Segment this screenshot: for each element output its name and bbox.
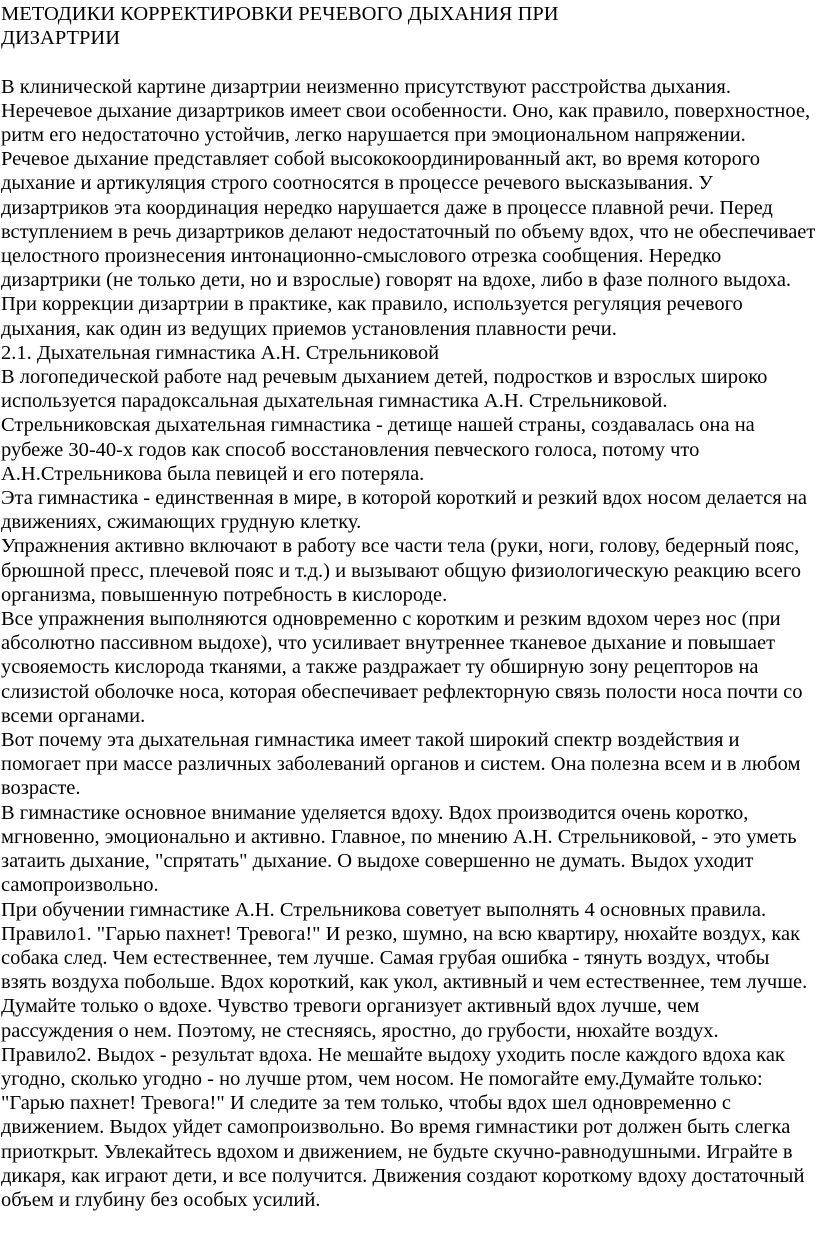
title-line-2: ДИЗАРТРИИ [1, 27, 121, 50]
paragraph-rule-2: Правило2. Выдох - результат вдоха. Не мешайте выдоху уходить после каждого вдоха как угодно, сколько угодно - но лучше ртом, чем носом. Не помогайте ему.Думайте только: "Гарью пахнет! Тревога!" И следите за тем только, чтобы вдох шел одновременно с движением. Выдох уйдет самопроизвольно. Во время гимнастики рот должен быть слегка приоткрыт. Увлекайтесь вдохом и движением, не будьте скучно-равнодушными. Играйте в дикаря, как играют дети, и все получится. Движения создают короткому вдоху достаточный объем и глубину без особых усилий. [1, 1043, 805, 1211]
paragraph-uniqueness: Эта гимнастика - единственная в мире, в которой короткий и резкий вдох носом делается на движениях, сжимающих грудную клетку. [1, 487, 807, 534]
paragraph-logopedic-work: В логопедической работе над речевым дыханием детей, подростков и взрослых широко используется парадоксальная дыхательная гимнастика А.Н. Стрельниковой. [1, 366, 768, 413]
section-heading: 2.1. Дыхательная гимнастика А.Н. Стрельниковой [1, 341, 440, 364]
title-line-1: МЕТОДИКИ КОРРЕКТИРОВКИ РЕЧЕВОГО ДЫХАНИЯ ПРИ [1, 3, 559, 25]
blank-line [1, 50, 816, 74]
document-title [1, 2, 816, 50]
paragraph-history: Стрельниковская дыхательная гимнастика - детище нашей страны, создавалась она на рубеже 30-40-х годов как способ восстановления певческого голоса, потому что А.Н.Стрельникова была певицей и его потеряла. [1, 414, 755, 485]
paragraph-exercises: Упражнения активно включают в работу все части тела (руки, ноги, голову, бедерный пояс, брюшной пресс, плечевой пояс и т.д.) и вызывают общую физиологическую реакцию всего организма, повышенную потребность в кислороде. [1, 535, 802, 606]
paragraph-correction: При коррекции дизартрии в практике, как правило, используется регуляция речевого дыхания, как один из ведущих приемов установления плавности речи. [1, 293, 743, 340]
document-page [0, 2, 816, 1256]
paragraph-inhale-effect: Все упражнения выполняются одновременно с коротким и резким вдохом через нос (при абсолютно пассивном выдохе), что усиливает внутреннее тканевое дыхание и повышает усвояемость кислорода тканями, а также раздражает ту обширную зону рецепторов на слизистой оболочке носа, которая обеспечивает рефлекторную связь полости носа почти со всеми органами. [1, 608, 803, 727]
paragraph-speech-breathing: Речевое дыхание представляет собой высококоординированный акт, во время которого дыхание и артикуляция строго соотносятся в процессе речевого высказывания. У дизартриков эта координация нередко нарушается даже в процессе плавной речи. Перед вступлением в речь дизартриков делают недостаточный по объему вдох, что не обеспечивает целостного произнесения интонационно-смыслового отрезка сообщения. Нередко дизартрики (не только дети, но и взрослые) говорят на вдохе, либо в фазе полного выдоха. [1, 148, 816, 292]
paragraph-spectrum: Вот почему эта дыхательная гимнастика имеет такой широкий спектр воздействия и помогает при массе различных заболеваний органов и систем. Она полезна всем и в любом возрасте. [1, 729, 801, 800]
paragraph-intro: В клинической картине дизартрии неизменно присутствуют расстройства дыхания. Неречевое дыхание дизартриков имеет свои особенности. Оно, как правило, поверхностное, ритм его недостаточно устойчив, легко нарушается при эмоциональном напряжении. [1, 75, 811, 146]
paragraph-inhale-focus: В гимнастике основное внимание уделяется вдоху. Вдох производится очень коротко, мгновенно, эмоционально и активно. Главное, по мнению А.Н. Стрельниковой, - это уметь затаить дыхание, "спрятать" дыхание. О выдохе совершенно не думать. Выдох уходит самопроизвольно. [1, 801, 797, 897]
paragraph-rule-1: При обучении гимнастике А.Н. Стрельникова советует выполнять 4 основных правила. Правило1. "Гарью пахнет! Тревога!" И резко, шумно, на всю квартиру, нюхайте воздух, как собака след. Чем естественнее, тем лучше. Самая грубая ошибка - тянуть воздух, чтобы взять воздуха побольше. Вдох короткий, как укол, активный и чем естественнее, тем лучше. Думайте только о вдохе. Чувство тревоги организует активный вдох лучше, чем рассуждения о нем. Поэтому, не стесняясь, яростно, до грубости, нюхайте воздух. [1, 898, 808, 1042]
